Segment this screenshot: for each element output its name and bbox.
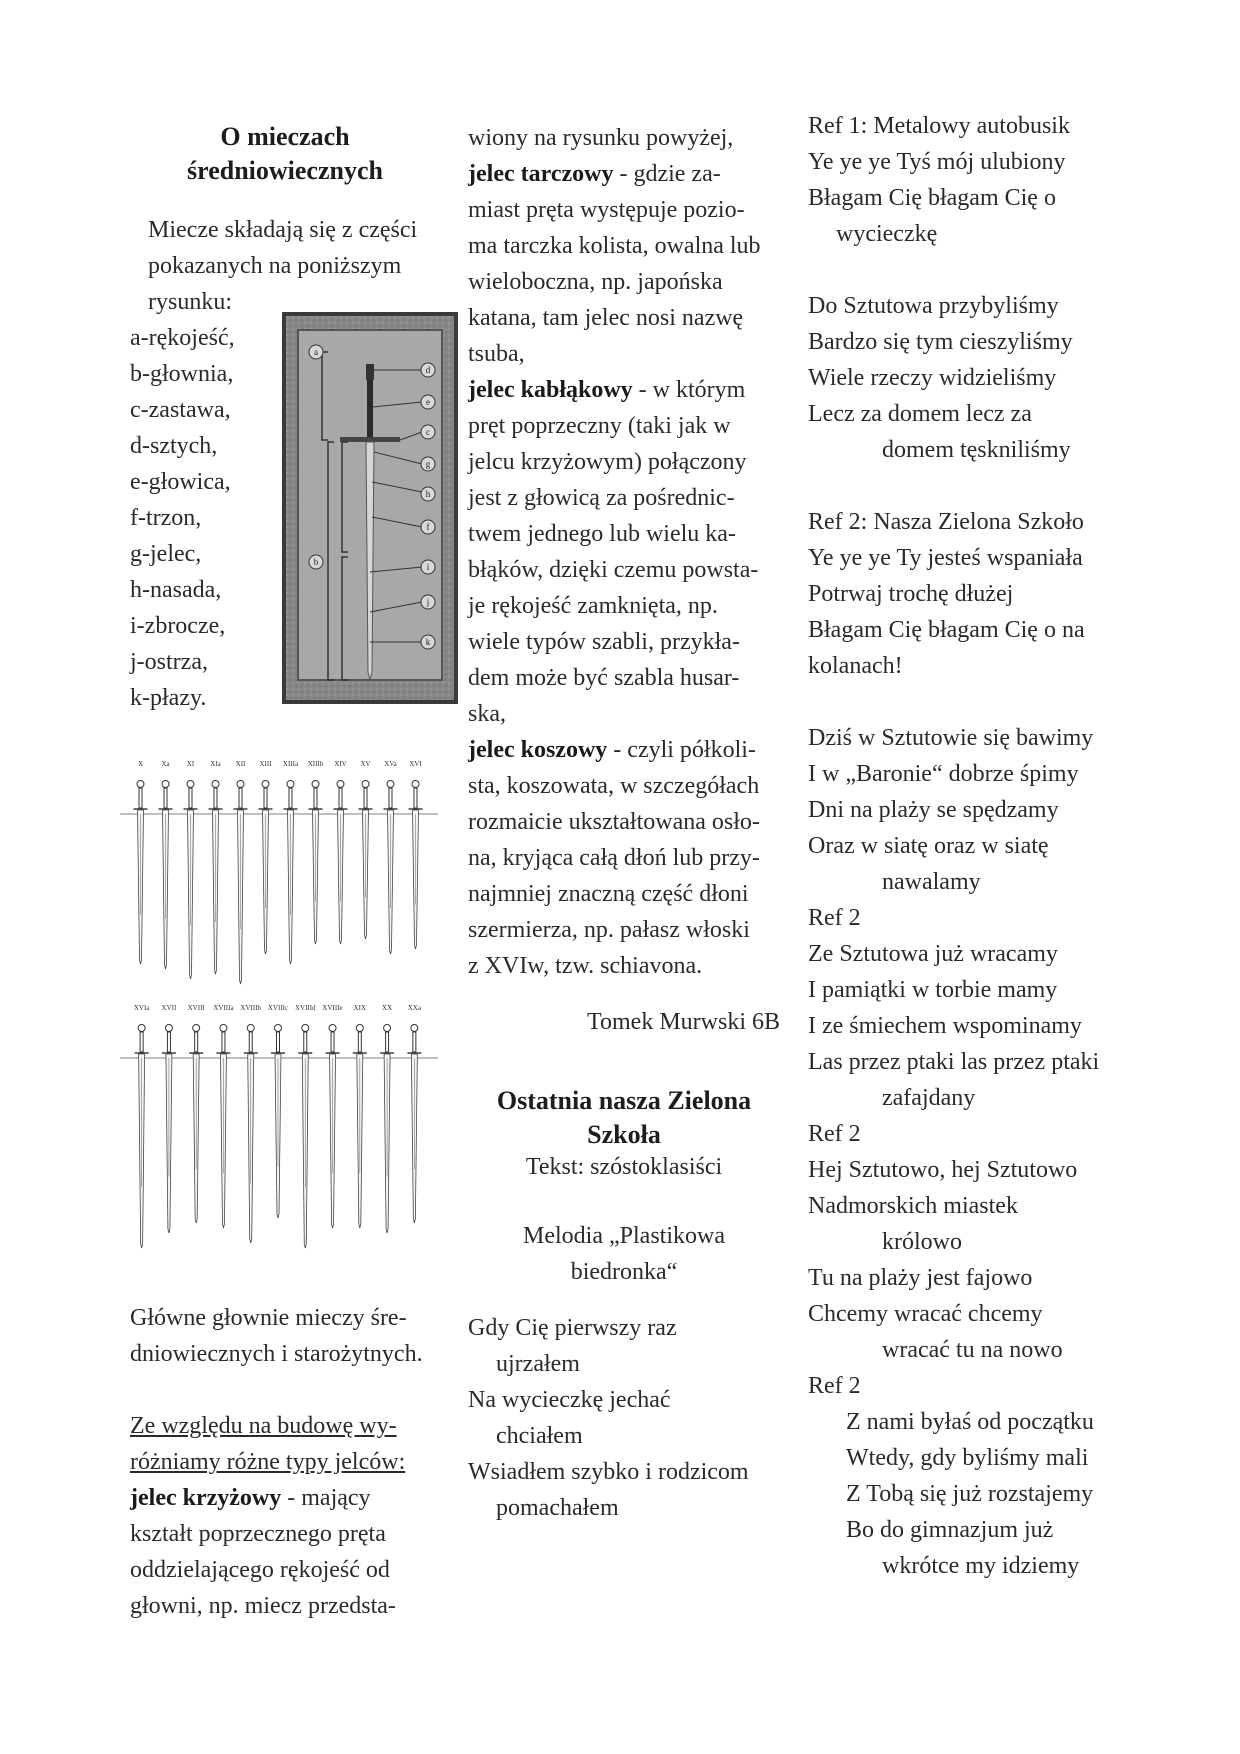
part-item: j-ostrza, [130,649,208,675]
song-text-credit: Tekst: szóstoklasiści [525,1154,723,1180]
lyric-line: Wiele rzeczy widzieliśmy [808,365,1057,391]
lyric-line: domem tęskniliśmy [882,437,1071,463]
lyric-line: Z nami byłaś od początku [846,1409,1094,1435]
lyric-line: Błagam Cię błagam Cię o na [808,617,1085,643]
tarczowy-line: tsuba, [468,341,525,367]
typology-label: XIX [353,1004,367,1012]
sword-grip [367,380,373,438]
lyric-line: Dziś w Sztutowie się bawimy [808,725,1094,751]
typology-label: X [137,760,144,768]
typology-label: XVIIIb [240,1004,262,1012]
tarczowy-line: ma tarczka kolista, owalna lub [468,233,761,259]
anatomy-label: c [426,427,430,437]
anatomy-label: h [425,489,431,499]
intro-text [130,212,440,320]
anatomy-label: f [426,522,430,532]
typology-sword [384,781,398,955]
column-2 [468,120,780,1526]
typology-sword [407,1025,421,1224]
lyric-line: Bo do gimnazjum już [846,1517,1054,1543]
typology-label: XVIIIa [213,1004,234,1012]
typology-sword [216,1025,230,1229]
kablakowy-line: pręt poprzeczny (taki jak w [468,413,731,439]
krzyzowy-line: jelec krzyżowy - mający [130,1485,371,1511]
part-item: h-nasada, [130,577,222,603]
typology-label: Xa [161,760,170,768]
typology-label: XVIa [133,1004,150,1012]
typology-label: XVII [161,1004,177,1012]
typology-label: XIIIa [282,760,299,768]
koszowy-line: sta, koszowata, w szczegółach [468,773,760,799]
lyric-line: I pamiątki w torbie mamy [808,977,1058,1003]
lyric-line: Dni na plaży se spędzamy [808,797,1059,823]
lyric-line: nawalamy [882,869,981,895]
tarczowy-line: miast pręta występuje pozio- [468,197,745,223]
kablakowy-line: dem może być szabla husar- [468,665,740,691]
anatomy-label: b [313,557,319,567]
guard-types-intro-line [130,1408,440,1444]
article-title-line1: O mieczach [220,122,350,151]
typology-sword [359,781,373,940]
lyric-line: Gdy Cię pierwszy raz [468,1315,677,1341]
typology-caption [130,1300,440,1372]
sword-anatomy-picture [282,312,458,704]
krzyzowy-line: oddzielającego rękojeść od [130,1557,390,1583]
text-line: wiony na rysunku powyżej, [468,125,734,151]
tarczowy-line: jelec tarczowy - gdzie za- [468,161,721,187]
lyric-line: zafajdany [882,1085,976,1111]
song-title-line1: Ostatnia nasza Zielona [496,1086,752,1115]
lyric-line: ujrzałem [496,1351,580,1377]
anatomy-label: e [426,397,430,407]
part-item: a-rękojeść, [130,325,235,351]
lyric-line: Oraz w siatę oraz w siatę [808,833,1049,859]
lyric-line: wycieczkę [836,221,938,247]
typology-label: XVIIId [294,1004,316,1012]
lyric-line: pomachałem [496,1495,619,1521]
song-verse-1 [468,1310,780,1526]
typology-sword [134,781,148,965]
kablakowy-line: je rękojeść zamknięta, np. [468,593,718,619]
song-refrain-1 [808,108,1128,252]
part-item: g-jelec, [130,541,202,567]
lyric-line: Nadmorskich miastek [808,1193,1018,1219]
typology-label: XVa [384,760,397,768]
part-item: i-zbrocze, [130,613,226,639]
typology-sword [244,1025,258,1244]
kablakowy-line: wiele typów szabli, przykła- [468,629,740,655]
lyric-line: Ref 2 [808,1373,861,1399]
lyric-line: Z Tobą się już rozstajemy [846,1481,1094,1507]
song-verse-2 [808,288,1128,468]
lyric-line: królowo [882,1229,962,1255]
lyric-line: Potrwaj trochę dłużej [808,581,1014,607]
typology-label: XII [235,760,246,768]
lyric-line: kolanach! [808,653,903,679]
kablakowy-line: ska, [468,701,506,727]
kablakowy-line: jelec kabłąkowy - w którym [468,377,746,403]
typology-label: XVIII [187,1004,205,1012]
tarczowy-term: jelec tarczowy [468,161,614,187]
intro-line: Miecze składają się z części [148,217,418,243]
krzyzowy-line: kształt poprzecznego pręta [130,1521,386,1547]
typology-sword [334,781,348,945]
song-rest [808,720,1128,1584]
underlined-text: różniamy różne typy jelców: [130,1449,406,1475]
krzyzowy-term: jelec krzyżowy [130,1485,282,1511]
part-item: d-sztych, [130,433,218,459]
krzyzowy-description [130,1516,440,1624]
part-item: k-płazy. [130,685,207,711]
typology-label: XVIIIe [322,1004,343,1012]
koszowy-line: rozmaicie ukształtowana osło- [468,809,760,835]
tarczowy-line: katana, tam jelec nosi nazwę [468,305,744,331]
underlined-text: Ze względu na budowę wy- [130,1413,397,1439]
caption-line: Główne głownie mieczy śre- [130,1305,407,1331]
caption-line: dniowiecznych i starożytnych. [130,1341,423,1367]
song-refrain-2 [808,504,1128,684]
lyric-line: Na wycieczkę jechać [468,1387,671,1413]
koszowy-line: jelec koszowy - czyli półkoli- [468,737,756,763]
lyric-line: Błagam Cię błagam Cię o [808,185,1056,211]
typology-label: XIa [210,760,221,768]
typology-sword [284,781,298,965]
typology-label: XXa [407,1004,421,1012]
anatomy-label: a [314,347,318,357]
sword-typology-drawing [120,756,438,1272]
sword-crossguard [340,437,400,442]
koszowy-term: jelec koszowy [468,737,608,763]
typology-sword [234,781,248,985]
anatomy-label: g [425,459,431,469]
kablakowy-line: twem jednego lub wielu ka- [468,521,736,547]
typology-sword [353,1025,367,1229]
koszowy-line: szermierza, np. pałasz włoski [468,917,750,943]
guard-types-intro-line [130,1444,440,1480]
kablakowy-term: jelec kabłąkowy [468,377,633,403]
typology-label: XIII [259,760,272,768]
typology-sword [380,1025,394,1234]
anatomy-label: j [426,597,430,607]
anatomy-label: d [425,365,431,375]
typology-label: XVIIIc [267,1004,289,1012]
sword-typology-chart [120,756,438,1272]
lyric-line: I ze śmiechem wspominamy [808,1013,1082,1039]
lyric-line: Wtedy, gdy byliśmy mali [846,1445,1089,1471]
typology-sword [271,1025,285,1219]
lyric-line: wracać tu na nowo [882,1337,1063,1363]
typology-sword [409,781,423,950]
anatomy-label: k [425,637,431,647]
typology-sword [309,781,323,945]
koszowy-line: z XVIw, tzw. schiavona. [468,953,703,979]
sword-anatomy-drawing [282,312,458,704]
intro-line: rysunku: [148,289,232,315]
part-item: f-trzon, [130,505,202,531]
lyric-line: Wsiadłem szybko i rodzicom [468,1459,749,1485]
typology-sword [189,1025,203,1224]
anatomy-label: i [426,562,430,572]
column-1-lower [130,1300,440,1624]
lyric-line: Ref 2: Nasza Zielona Szkoło [808,509,1084,535]
typology-sword [162,1025,176,1234]
typology-sword [209,781,223,975]
krzyzowy-line: głowni, np. miecz przedsta- [130,1593,396,1619]
lyric-line: Do Sztutowa przybyliśmy [808,293,1059,319]
typology-label: XV [360,760,371,768]
article-title-line2: średniowiecznych [187,156,383,185]
part-item: b-głownia, [130,361,234,387]
lyric-line: Ze Sztutowa już wracamy [808,941,1058,967]
lyric-line: Ref 2 [808,1121,861,1147]
tarczowy-line: wieloboczna, np. japońska [468,269,723,295]
typology-label: XX [382,1004,393,1012]
typology-sword [184,781,198,980]
lyric-line: Ref 2 [808,905,861,931]
lyric-line: Hej Sztutowo, hej Sztutowo [808,1157,1078,1183]
lyric-line: Ye ye ye Ty jesteś wspaniała [808,545,1083,571]
lyric-line: Ref 1: Metalowy autobusik [808,113,1070,139]
typology-sword [326,1025,340,1229]
typology-sword [159,781,173,970]
lyric-line: Tu na plaży jest fajowo [808,1265,1033,1291]
article-author: Tomek Murwski 6B [587,1009,780,1035]
lyric-line: Las przez ptaki las przez ptaki [808,1049,1100,1075]
typology-label: XIV [334,760,347,768]
lyric-line: chciałem [496,1423,583,1449]
kablakowy-line: jelcu krzyżowym) połączony [468,449,747,475]
song-melody-line2: biedronka“ [570,1259,678,1285]
typology-label: XI [186,760,195,768]
song-melody-line1: Melodia „Plastikowa [523,1223,725,1249]
lyric-line: wkrótce my idziemy [882,1553,1080,1579]
koszowy-line: najmniej znaczną część dłoni [468,881,749,907]
lyric-line: Chcemy wracać chcemy [808,1301,1043,1327]
song-title-line2: Szkoła [587,1120,661,1149]
kablakowy-line: błąków, dzięki czemu powsta- [468,557,759,583]
typology-label: XIIIb [307,760,324,768]
kablakowy-line: jest z głowicą za pośrednic- [468,485,735,511]
lyric-line: Ye ye ye Tyś mój ulubiony [808,149,1066,175]
guard-types-intro [130,1408,440,1480]
intro-line: pokazanych na poniższym [148,253,402,279]
part-item: e-głowica, [130,469,231,495]
part-item: c-zastawa, [130,397,231,423]
lyric-line: I w „Baronie“ dobrze śpimy [808,761,1079,787]
lyric-line: Lecz za domem lecz za [808,401,1032,427]
typology-sword [259,781,273,955]
lyric-line: Bardzo się tym cieszyliśmy [808,329,1073,355]
sword-pommel [366,364,374,380]
koszowy-line: na, kryjąca całą dłoń lub przy- [468,845,760,871]
column-3 [808,108,1128,1584]
typology-label: XVI [409,760,422,768]
